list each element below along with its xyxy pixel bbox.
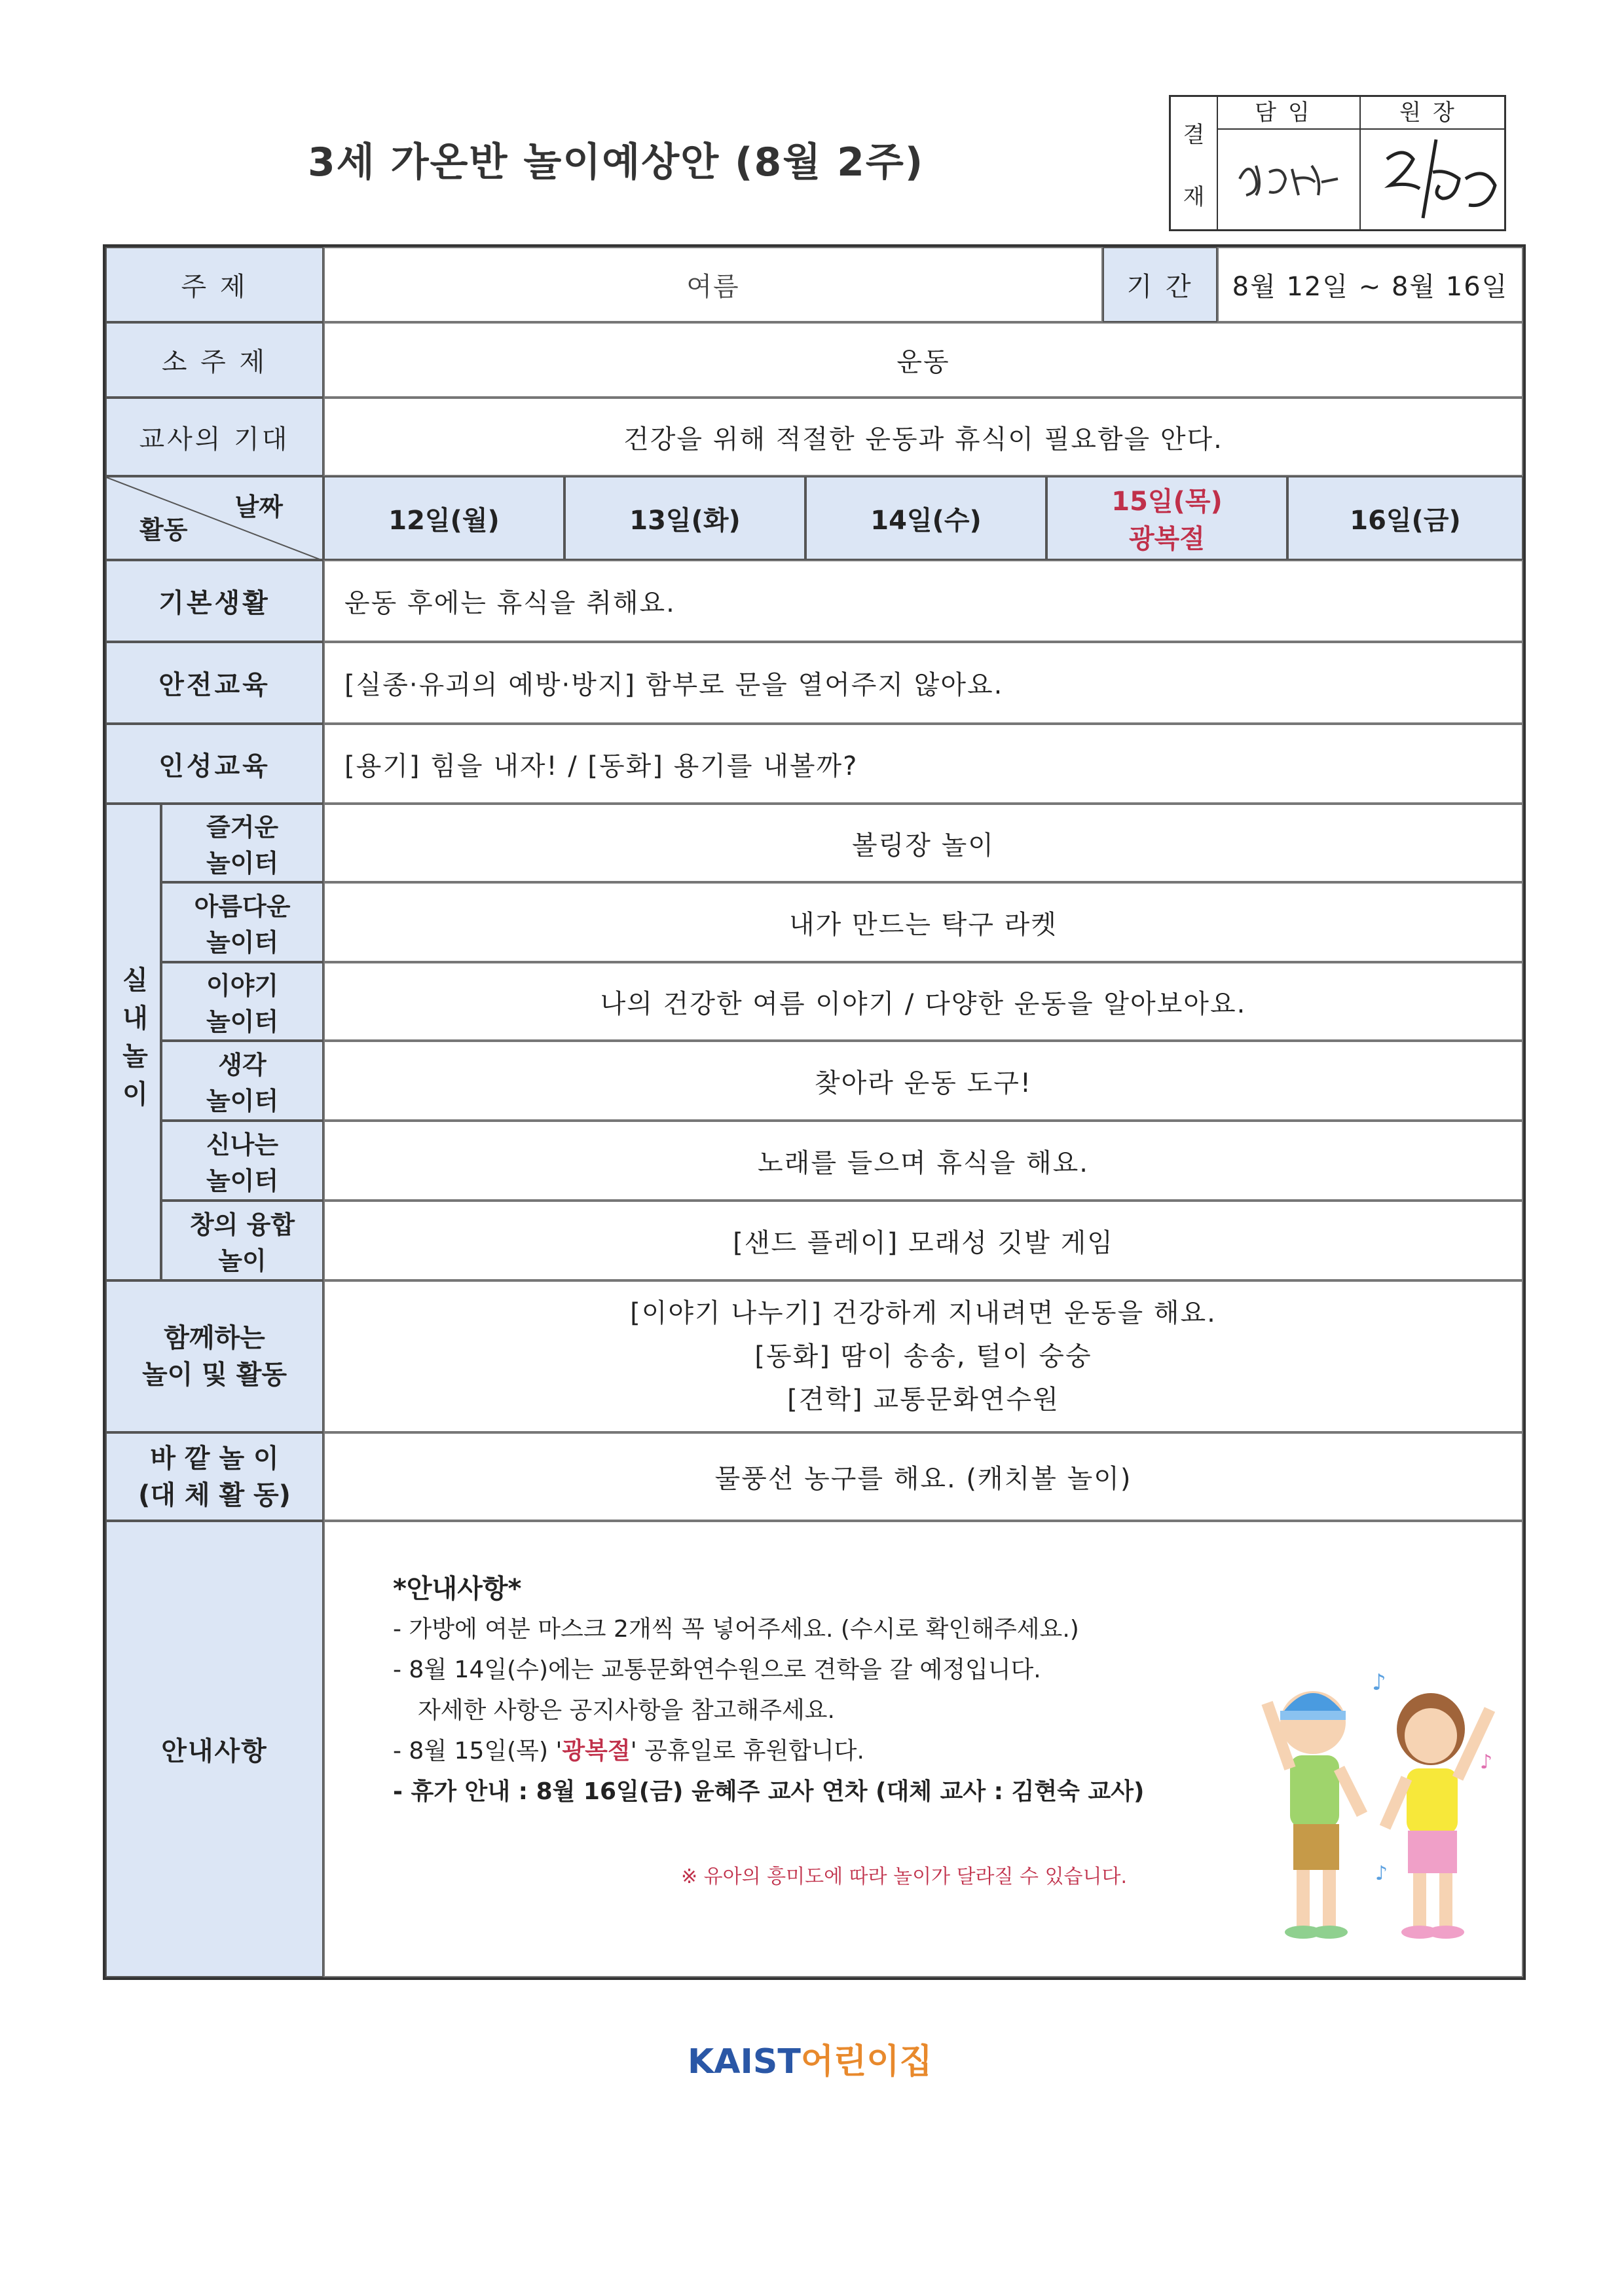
logo-text-kaist: KAIST — [688, 2042, 801, 2081]
notice-line: 자세한 사항은 공지사항을 참고해주세요. — [418, 1697, 835, 1724]
day-tue — [564, 476, 805, 560]
corner-activity-label: 활동 — [139, 515, 188, 544]
approval-side-top: 결 — [1183, 122, 1205, 148]
notice-title: *안내사항* — [393, 1574, 522, 1604]
teacher-signature — [1233, 146, 1344, 212]
expectation-value: 건강을 위해 적절한 운동과 휴식이 필요함을 안다. — [323, 398, 1523, 476]
safety-value: [실종·유괴의 예방·방지] 함부로 문을 열어주지 않아요. — [323, 642, 1523, 724]
page-title: 3세 가온반 놀이예상안 (8월 2주) — [308, 140, 925, 185]
zone-name: 창의 융합 — [189, 1210, 295, 1239]
day-fri — [1287, 476, 1523, 560]
approval-col-teacher: 담임 — [1217, 97, 1359, 130]
notice-line4-pre: - 8월 15일(목) ' — [393, 1738, 563, 1764]
indoor-zone-1 — [161, 804, 323, 882]
expectation-label: 교사의 기대 — [105, 398, 323, 476]
zone-name: 신나는 — [206, 1130, 279, 1159]
theme-value: 여름 — [323, 247, 1103, 322]
day-label: 13일(화) — [629, 505, 741, 536]
svg-text:♪: ♪ — [1480, 1751, 1493, 1774]
period-label: 기 간 — [1103, 247, 1217, 322]
indoor-zone-4 — [161, 1041, 323, 1121]
day-wed — [805, 476, 1046, 560]
approval-side — [1171, 97, 1218, 229]
day-mon — [323, 476, 564, 560]
zone-suffix: 놀이 — [218, 1246, 267, 1275]
zone-suffix: 놀이터 — [206, 928, 279, 957]
indoor-zone-5 — [161, 1121, 323, 1201]
kaist-kindergarten-logo — [688, 2034, 932, 2083]
notice-vacation-line: - 휴가 안내 : 8월 16일(금) 윤혜주 교사 연차 (대체 교사 : 김현숙 교사) — [393, 1778, 1145, 1805]
outdoor-value: 물풍선 농구를 해요. (캐치볼 놀이) — [323, 1432, 1523, 1521]
date-activity-corner — [105, 476, 323, 560]
notice-text — [393, 1569, 1144, 1812]
svg-text:♪: ♪ — [1375, 1862, 1388, 1885]
zone-suffix: 놀이터 — [206, 1166, 279, 1195]
zone-name: 이야기 — [206, 971, 279, 1000]
approval-box — [1169, 95, 1506, 231]
together-label — [105, 1280, 323, 1432]
zone-name: 아름다운 — [194, 892, 291, 921]
indoor-value-1: 볼링장 놀이 — [323, 804, 1523, 882]
logo-text-kindergarten: 어린이집 — [800, 2042, 932, 2081]
together-values — [323, 1280, 1523, 1432]
indoor-value-2: 내가 만드는 탁구 라켓 — [323, 882, 1523, 962]
indoor-zone-2 — [161, 882, 323, 962]
day-label: 16일(금) — [1350, 505, 1461, 536]
zone-name: 생각 — [218, 1051, 267, 1079]
subtheme-value: 운동 — [323, 322, 1523, 398]
day-label: 14일(수) — [870, 505, 982, 536]
approval-side-bottom: 재 — [1183, 184, 1205, 210]
notice-line: - 8월 14일(수)에는 교통문화연수원으로 견학을 갈 예정입니다. — [393, 1656, 1041, 1683]
notice-line4-post: ' 공휴일로 휴원합니다. — [630, 1738, 864, 1764]
together-item: [동화] 땀이 송송, 털이 숭숭 — [754, 1341, 1092, 1371]
notice-line: - 가방에 여분 마스크 2개씩 꼭 넣어주세요. (수시로 확인해주세요.) — [393, 1616, 1079, 1643]
theme-label: 주 제 — [105, 247, 323, 322]
director-signature — [1374, 133, 1502, 225]
day-thu-holiday — [1046, 476, 1287, 560]
character-label: 인성교육 — [105, 724, 323, 804]
outdoor-label — [105, 1432, 323, 1521]
zone-suffix: 놀이터 — [206, 849, 279, 878]
period-value: 8월 12일 ~ 8월 16일 — [1217, 247, 1523, 322]
indoor-zone-6 — [161, 1201, 323, 1280]
zone-name: 즐거운 — [206, 813, 279, 842]
holiday-highlight: 광복절 — [562, 1738, 631, 1764]
holiday-label: 광복절 — [1129, 524, 1205, 554]
notice-remark: ※ 유아의 흥미도에 따라 놀이가 달라질 수 있습니다. — [681, 1865, 1128, 1888]
indoor-value-3: 나의 건강한 여름 이야기 / 다양한 운동을 알아보아요. — [323, 962, 1523, 1041]
together-item: [이야기 나누기] 건강하게 지내려면 운동을 해요. — [630, 1298, 1217, 1328]
together-label-line2: 놀이 및 활동 — [141, 1360, 287, 1390]
notice-line — [393, 1731, 1144, 1772]
indoor-value-4: 찾아라 운동 도구! — [323, 1041, 1523, 1121]
together-item: [견학] 교통문화연수원 — [787, 1385, 1060, 1415]
safety-label: 안전교육 — [105, 642, 323, 724]
day-label: 12일(월) — [388, 505, 500, 536]
zone-suffix: 놀이터 — [206, 1007, 279, 1036]
corner-date-label: 날짜 — [234, 493, 283, 521]
indoor-play-label: 실내놀이 — [105, 804, 161, 1280]
approval-col-director: 원장 — [1359, 97, 1506, 130]
basic-life-label: 기본생활 — [105, 560, 323, 642]
svg-text:♪: ♪ — [1372, 1670, 1386, 1696]
approval-divider — [1359, 97, 1361, 229]
indoor-zone-3 — [161, 962, 323, 1041]
day-label: 15일(목) — [1111, 487, 1223, 517]
outdoor-label-line1: 바 깥 놀 이 — [150, 1443, 279, 1474]
indoor-value-6: [샌드 플레이] 모래성 깃발 게임 — [323, 1201, 1523, 1280]
kids-exercise-illustration — [1244, 1664, 1506, 1965]
subtheme-label: 소 주 제 — [105, 322, 323, 398]
indoor-value-5: 노래를 들으며 휴식을 해요. — [323, 1121, 1523, 1201]
together-label-line1: 함께하는 — [164, 1323, 265, 1353]
zone-suffix: 놀이터 — [206, 1087, 279, 1115]
outdoor-label-line2: (대 체 활 동) — [138, 1480, 291, 1510]
character-value: [용기] 힘을 내자! / [동화] 용기를 내볼까? — [323, 724, 1523, 804]
notice-label: 안내사항 — [105, 1521, 323, 1977]
basic-life-value: 운동 후에는 휴식을 취해요. — [323, 560, 1523, 642]
